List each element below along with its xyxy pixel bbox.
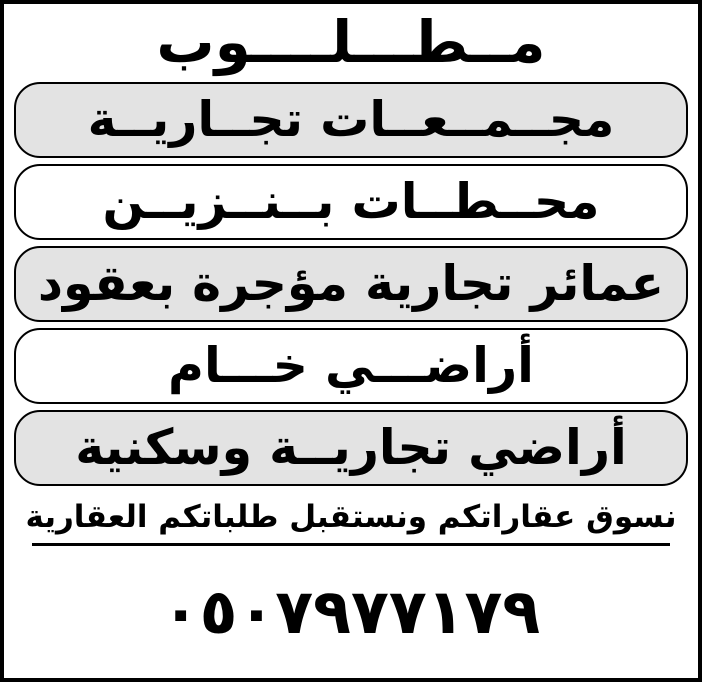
ad-band-label: عمائر تجارية مؤجرة بعقود — [37, 255, 665, 313]
ad-band-label: مجــمــعــات تجــاريــة — [87, 91, 615, 149]
ad-band-gas-stations — [14, 164, 688, 240]
ad-band-label: محــطــات بــنــزيــن — [102, 173, 600, 231]
ad-band-label: أراضـــي خـــام — [168, 337, 534, 395]
ad-band-commercial-complexes — [14, 82, 688, 158]
ad-band-raw-land — [14, 328, 688, 404]
ad-tagline: نسوق عقاراتكم ونستقبل طلباتكم العقارية — [25, 498, 677, 535]
ad-band-label: أراضي تجاريــة وسكنية — [75, 419, 627, 477]
contact-phone-number: ٠٥٠٧٩٧٧١٧٩ — [161, 575, 541, 649]
ad-headline: مــطـــلــــوب — [156, 8, 546, 76]
ad-band-leased-commercial-buildings — [14, 246, 688, 322]
ad-band-commercial-residential-land — [14, 410, 688, 486]
